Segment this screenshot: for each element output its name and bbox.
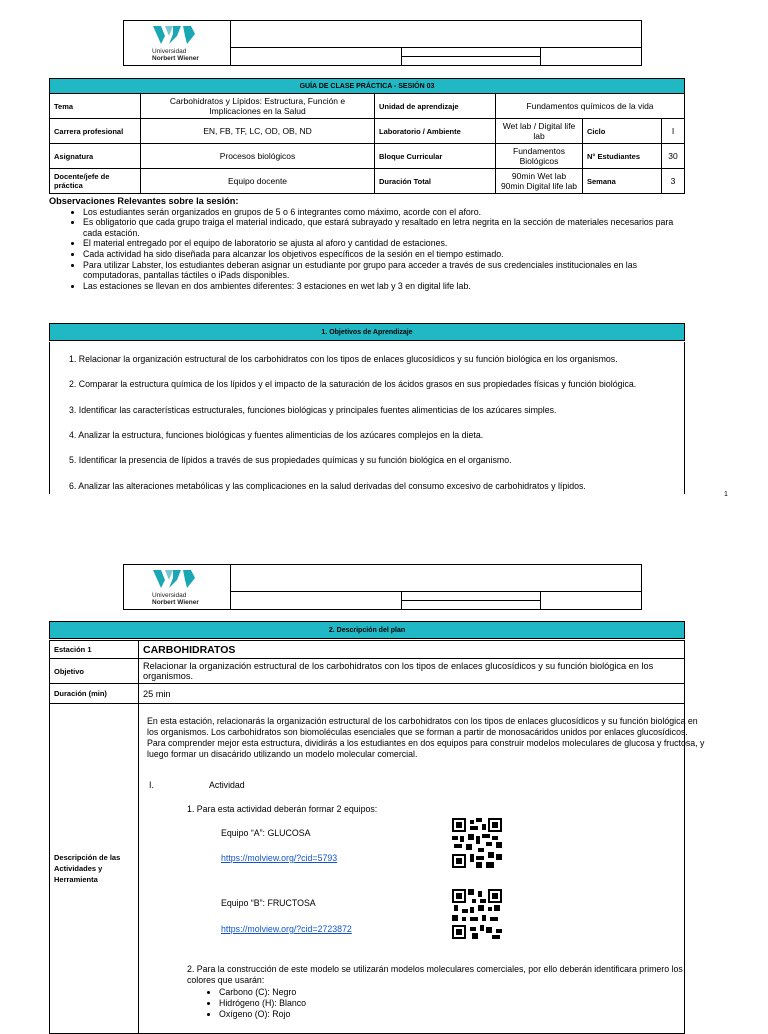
docente-label: Docente/jefe de práctica	[50, 169, 141, 194]
descripcion-cell	[139, 704, 705, 1034]
equipo-b: Equipo “B”: FRUCTOSA	[221, 898, 316, 908]
page2-header-box	[123, 564, 642, 610]
actividad-heading: Actividad	[209, 780, 245, 790]
qr-code-fructosa-icon	[452, 889, 502, 939]
bloque-value: Fundamentos Biológicos	[496, 144, 583, 169]
ciclo-label: Ciclo	[583, 119, 662, 144]
list-item: • Cada actividad ha sido diseñada para alcanzar los objetivos específicos de la sesión en el tiempo estimado.	[83, 249, 685, 260]
duracion-label: Duración (min)	[50, 684, 139, 704]
university-logo	[124, 21, 231, 65]
qr-code-glucosa-icon	[452, 818, 502, 868]
objetivo-label: Objetivo	[50, 659, 139, 684]
carrera-value: EN, FB, TF, LC, OD, OB, ND	[141, 119, 375, 144]
duracion-total-value: 90min Wet lab 90min Digital life lab	[496, 169, 583, 194]
estudiantes-value: 30	[662, 144, 685, 169]
estudiantes-label: N° Estudiantes	[583, 144, 662, 169]
logo-mark-icon	[151, 568, 199, 590]
lab-label: Laboratorio / Ambiente	[375, 119, 496, 144]
plan-table	[49, 640, 705, 1034]
logo-mark-icon	[151, 24, 199, 46]
ciclo-value: I	[662, 119, 685, 144]
tema-label: Tema	[50, 94, 141, 119]
guide-title: GUÍA DE CLASE PRÁCTICA - SESIÓN 03	[50, 79, 685, 94]
plan-title: 2. Descripción del plan	[49, 621, 685, 639]
list-item: 2. Comparar la estructura química de los lípidos y el impacto de la saturación de los ácidos grasos en sus propiedades físicas y función biológica.	[69, 379, 637, 389]
list-item: 6. Analizar las alteraciones metabólicas y las complicaciones en la salud derivadas del consumo excesivo de carbohidratos y lípidos.	[69, 481, 586, 491]
objetivos-title: 1. Objetivos de Aprendizaje	[49, 323, 685, 341]
semana-value: 3	[662, 169, 685, 194]
list-item: 3. Identificar las características estructurales, funciones biológicas y principales fuentes alimenticias de los azúcares simples.	[69, 405, 557, 415]
estacion-value: CARBOHIDRATOS	[139, 641, 685, 659]
list-item: • Carbono (C): Negro	[219, 987, 306, 998]
estacion-label: Estación 1	[50, 641, 139, 659]
session-info-table	[49, 78, 685, 194]
unidad-label: Unidad de aprendizaje	[375, 94, 496, 119]
objetivo-value: Relacionar la organización estructural de los carbohidratos con los tipos de enlaces glucosídicos y su función biológica en los organismos.	[139, 659, 685, 684]
list-item: • Para utilizar Labster, los estudiantes deberan asignar un estudiante por grupo para acceder a través de sus credenciales institucionales en las computadoras, pantallas táctiles o iPads disponibles.	[83, 260, 685, 281]
page-number: 1	[724, 491, 728, 498]
logo-text: Universidad Norbert Wiener	[152, 592, 199, 606]
observaciones-title: Observaciones Relevantes sobre la sesión:	[49, 196, 239, 206]
list-item: 5. Identificar la presencia de lípidos a través de sus propiedades químicas y su función biológica en el organismo.	[69, 455, 512, 465]
descripcion-intro: En esta estación, relacionarás la organización estructural de los carbohidratos con los tipos de enlaces glucosídicos y su función biológica en los organismos. Los carbohidratos son biomoléculas esenciales que se forman a partir de monosacáridos unidos por enlaces glucosídicos. Para comprender mejor esta estructura, dividirás a los estudiantes en dos equipos para construir modelos moleculares de glucosa y fructosa, y luego formar un disacárido utilizando un modelo molecular comercial.	[147, 716, 705, 759]
observaciones-section	[49, 196, 685, 291]
roman-numeral: I.	[149, 780, 154, 790]
tema-value: Carbohidratos y Lípidos: Estructura, Función e Implicaciones en la Salud	[141, 94, 375, 119]
equipo-a: Equipo “A”: GLUCOSA	[221, 828, 311, 838]
list-item: • El material entregado por el equipo de laboratorio se ajusta al aforo y cantidad de estaciones.	[83, 238, 685, 249]
asignatura-label: Asignatura	[50, 144, 141, 169]
list-item: • Es obligatorio que cada grupo traiga el material indicado, que estará subrayado y resaltado en letra negrita en la sección de materiales necesarios para cada estación.	[83, 217, 685, 238]
asignatura-value: Procesos biológicos	[141, 144, 375, 169]
unidad-value: Fundamentos químicos de la vida	[496, 94, 685, 119]
link-fructosa[interactable]: https://molview.org/?cid=2723872	[221, 924, 352, 934]
objetivos-list	[49, 342, 685, 494]
docente-value: Equipo docente	[141, 169, 375, 194]
semana-label: Semana	[583, 169, 662, 194]
duracion-value: 25 min	[139, 684, 685, 704]
university-logo	[124, 565, 231, 609]
link-glucosa[interactable]: https://molview.org/?cid=5793	[221, 853, 338, 863]
descripcion-label: Descripción de las Actividades y Herramienta	[50, 704, 139, 1034]
colors-list	[201, 987, 306, 1020]
list-item: • Las estaciones se llevan en dos ambientes diferentes: 3 estaciones en wet lab y 3 en digital life lab.	[83, 281, 685, 292]
duracion-total-label: Duración Total	[375, 169, 496, 194]
observaciones-list	[49, 207, 685, 292]
step-1: 1. Para esta actividad deberán formar 2 equipos:	[187, 804, 378, 814]
logo-text: Universidad Norbert Wiener	[152, 48, 199, 62]
lab-value: Wet lab / Digital life lab	[496, 119, 583, 144]
list-item: 4. Analizar la estructura, funciones biológicas y fuentes alimenticias de los azúcares complejos en la dieta.	[69, 430, 484, 440]
list-item: 1. Relacionar la organización estructural de los carbohidratos con los tipos de enlaces glucosídicos y su función biológica en los organismos.	[69, 354, 618, 364]
step-2: 2. Para la construcción de este modelo se utilizarán modelos moleculares comerciales, por ello deberán identificara primero los colores que usarán:	[187, 964, 683, 985]
list-item: • Hidrógeno (H): Blanco	[219, 998, 306, 1009]
page1-header-box	[123, 20, 642, 66]
carrera-label: Carrera profesional	[50, 119, 141, 144]
list-item: • Los estudiantes serán organizados en grupos de 5 o 6 integrantes como máximo, acorde con el aforo.	[83, 207, 685, 218]
list-item: • Oxígeno (O): Rojo	[219, 1009, 306, 1020]
bloque-label: Bloque Curricular	[375, 144, 496, 169]
